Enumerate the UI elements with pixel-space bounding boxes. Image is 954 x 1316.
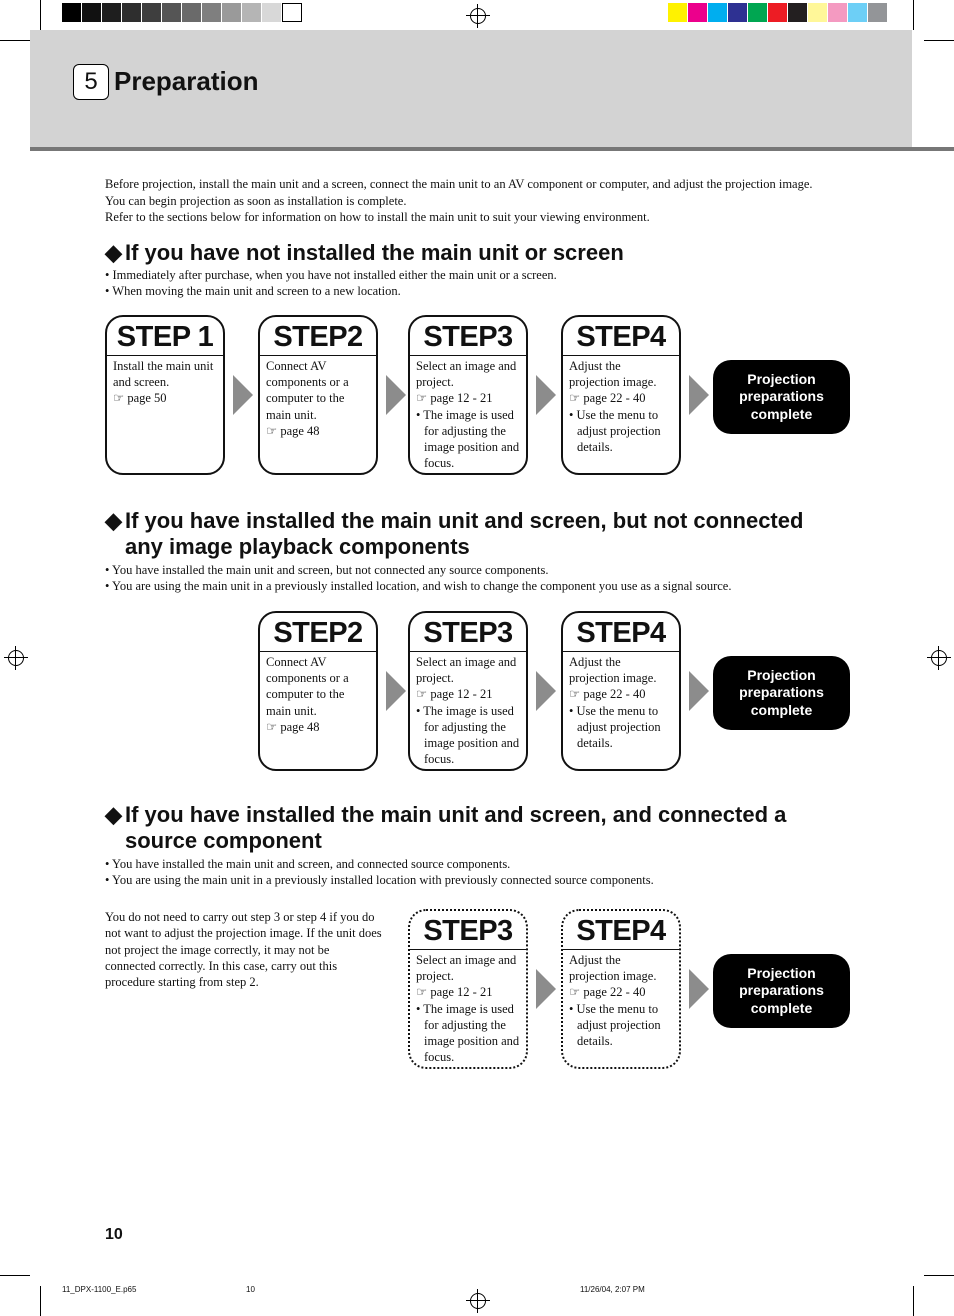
color-swatch: [868, 3, 888, 22]
color-swatch: [768, 3, 788, 22]
step-label: STEP2: [260, 613, 376, 652]
crop-mark: [924, 40, 954, 41]
step-line: Install the main unit: [113, 359, 214, 373]
color-swatch: [222, 3, 242, 22]
crop-mark: [913, 1286, 914, 1316]
crop-mark: [924, 1275, 954, 1276]
step-box: [408, 315, 528, 475]
step-line: ☞ page 22 - 40: [569, 687, 646, 702]
registration-mark: [8, 650, 24, 666]
step-label: STEP4: [563, 317, 679, 356]
bullet-item: • Immediately after purchase, when you have not installed either the main unit or a screen.: [105, 268, 557, 282]
section-note: You do not need to carry out step 3 or step 4 if you do not want to adjust the projection image. If the unit does not project the image correctly, it may not be connected correctly. In this case, carry out this procedure starting from step 2.: [105, 910, 382, 990]
step-line: main unit.: [266, 703, 317, 718]
bullet-item: • You are using the main unit in a previously installed location, and wish to change the component you use as a signal source.: [105, 579, 732, 593]
arrow-right-icon: [536, 969, 556, 1009]
registration-mark: [470, 8, 486, 24]
step-box: [105, 315, 225, 475]
intro-line: You can begin projection as soon as installation is complete.: [105, 193, 407, 208]
step-line: ☞ page 12 - 21: [416, 985, 493, 1000]
arrow-right-icon: [536, 671, 556, 711]
complete-line: preparations: [739, 982, 824, 999]
step-description: [569, 952, 681, 1049]
color-swatch: [848, 3, 868, 22]
crop-mark: [0, 40, 30, 41]
step-line: Connect AV: [266, 655, 327, 669]
color-swatch: [788, 3, 808, 22]
color-swatch: [142, 3, 162, 22]
complete-line: Projection: [747, 370, 816, 387]
color-swatch: [688, 3, 708, 22]
step-line: Adjust the: [569, 359, 621, 373]
step-box: [561, 909, 681, 1069]
complete-text: [739, 667, 824, 720]
step-description: [569, 358, 681, 455]
step-description: [266, 358, 378, 439]
color-swatch: [828, 3, 848, 22]
step-line: computer to the: [266, 391, 345, 406]
bullet-item: • When moving the main unit and screen to a new location.: [105, 284, 401, 298]
step-bullet: • The image is used for adjusting the image position and focus.: [416, 407, 520, 471]
arrow-right-icon: [689, 969, 709, 1009]
crop-mark: [40, 1286, 41, 1316]
slug-page: 10: [246, 1285, 255, 1294]
intro-line: Before projection, install the main unit and a screen, connect the main unit to an AV component or computer, and adjust the projection image.: [105, 177, 813, 191]
complete-line: complete: [750, 405, 813, 422]
color-swatch: [242, 3, 262, 22]
color-swatch: [122, 3, 142, 22]
step-line: and screen.: [113, 375, 170, 390]
step-line: projection image.: [569, 671, 657, 686]
color-swatch: [808, 3, 828, 22]
crop-mark: [913, 0, 914, 30]
step-line: project.: [416, 375, 454, 390]
header-rule: [30, 147, 954, 151]
color-swatch: [62, 3, 82, 22]
registration-mark: [931, 650, 947, 666]
bullet-item: • You have installed the main unit and screen, but not connected any source components.: [105, 563, 549, 577]
complete-line: complete: [750, 701, 813, 718]
section-bullets: [105, 562, 731, 594]
complete-line: preparations: [739, 684, 824, 701]
step-box: [258, 611, 378, 771]
step-line: computer to the: [266, 687, 345, 702]
color-swatch: [748, 3, 768, 22]
crop-mark: [40, 0, 41, 30]
step-description: [416, 358, 528, 471]
crop-mark: [0, 1275, 30, 1276]
heading-line: If you have installed the main unit and screen, and connected a: [125, 802, 787, 827]
registration-mark: [470, 1293, 486, 1309]
arrow-right-icon: [689, 375, 709, 415]
gray-color-bar: [62, 3, 302, 22]
step-line: projection image.: [569, 375, 657, 390]
intro-line: Refer to the sections below for information on how to install the main unit to suit your viewing environment.: [105, 210, 650, 224]
step-line: Adjust the: [569, 655, 621, 669]
step-bullet: • Use the menu to adjust projection details.: [569, 407, 661, 455]
color-swatch: [668, 3, 688, 22]
color-swatch: [82, 3, 102, 22]
step-label: STEP3: [410, 911, 526, 950]
section-heading-text: If you have not installed the main unit or screen: [125, 240, 624, 265]
step-line: Connect AV: [266, 359, 327, 373]
step-label: STEP 1: [107, 317, 223, 356]
complete-line: Projection: [747, 666, 816, 683]
step-line: ☞ page 22 - 40: [569, 391, 646, 406]
process-color-bar: [668, 3, 888, 22]
color-swatch: [262, 3, 282, 22]
color-swatch: [182, 3, 202, 22]
color-swatch: [162, 3, 182, 22]
step-box: [561, 611, 681, 771]
section-heading: [105, 508, 803, 560]
step-line: project.: [416, 671, 454, 686]
bullet-item: • You are using the main unit in a previously installed location with previously connected source components.: [105, 873, 654, 887]
step-bullet: • Use the menu to adjust projection details.: [569, 703, 661, 751]
section-heading: [105, 240, 624, 266]
complete-line: Projection: [747, 964, 816, 981]
step-description: [416, 952, 528, 1065]
color-swatch: [102, 3, 122, 22]
arrow-right-icon: [536, 375, 556, 415]
step-line: ☞ page 50: [113, 391, 167, 406]
step-box: [561, 315, 681, 475]
step-line: ☞ page 12 - 21: [416, 391, 493, 406]
complete-text: [739, 371, 824, 424]
arrow-right-icon: [386, 375, 406, 415]
step-box: [408, 611, 528, 771]
step-line: Adjust the: [569, 953, 621, 967]
step-label: STEP4: [563, 613, 679, 652]
step-line: components or a: [266, 671, 349, 686]
section-heading-text: [125, 508, 803, 560]
step-box: [258, 315, 378, 475]
diamond-icon: ◆: [105, 802, 122, 827]
section-heading: [105, 802, 786, 854]
step-line: ☞ page 48: [266, 719, 320, 734]
section-bullets: [105, 267, 557, 299]
complete-badge: [713, 656, 850, 730]
complete-text: [739, 965, 824, 1018]
step-line: main unit.: [266, 407, 317, 422]
slug-filename: 11_DPX-1100_E.p65: [62, 1285, 137, 1294]
step-line: ☞ page 12 - 21: [416, 687, 493, 702]
color-swatch: [282, 3, 302, 22]
complete-badge: [713, 954, 850, 1028]
arrow-right-icon: [233, 375, 253, 415]
step-label: STEP3: [410, 317, 526, 356]
step-line: Select an image and: [416, 359, 517, 373]
intro-text: [105, 176, 865, 226]
step-line: Select an image and: [416, 655, 517, 669]
color-swatch: [202, 3, 222, 22]
complete-line: complete: [750, 999, 813, 1016]
step-line: Select an image and: [416, 953, 517, 967]
step-description: [113, 358, 225, 407]
heading-line: If you have installed the main unit and screen, but not connected: [125, 508, 804, 533]
chapter-title: Preparation: [114, 66, 259, 96]
arrow-right-icon: [386, 671, 406, 711]
section-heading-text: [125, 802, 786, 854]
step-line: ☞ page 48: [266, 423, 320, 438]
step-description: [266, 654, 378, 735]
slug-date: 11/26/04, 2:07 PM: [580, 1285, 645, 1294]
heading-line: source component: [125, 828, 322, 853]
bullet-item: • You have installed the main unit and screen, and connected source components.: [105, 857, 511, 871]
color-swatch: [728, 3, 748, 22]
section-bullets: [105, 856, 654, 888]
page-number: 10: [105, 1226, 123, 1243]
heading-line: any image playback components: [125, 534, 470, 559]
step-line: ☞ page 22 - 40: [569, 985, 646, 1000]
step-label: STEP4: [563, 911, 679, 950]
step-box: [408, 909, 528, 1069]
step-line: projection image.: [569, 969, 657, 984]
step-bullet: • Use the menu to adjust projection details.: [569, 1001, 661, 1049]
step-bullet: • The image is used for adjusting the image position and focus.: [416, 1001, 520, 1065]
step-line: components or a: [266, 375, 349, 390]
arrow-right-icon: [689, 671, 709, 711]
diamond-icon: ◆: [105, 240, 122, 265]
complete-badge: [713, 360, 850, 434]
step-label: STEP2: [260, 317, 376, 356]
step-line: project.: [416, 969, 454, 984]
color-swatch: [708, 3, 728, 22]
complete-line: preparations: [739, 388, 824, 405]
step-description: [416, 654, 528, 767]
step-bullet: • The image is used for adjusting the image position and focus.: [416, 703, 520, 767]
step-label: STEP3: [410, 613, 526, 652]
chapter-number-badge: 5: [73, 64, 109, 100]
step-description: [569, 654, 681, 751]
diamond-icon: ◆: [105, 508, 122, 533]
